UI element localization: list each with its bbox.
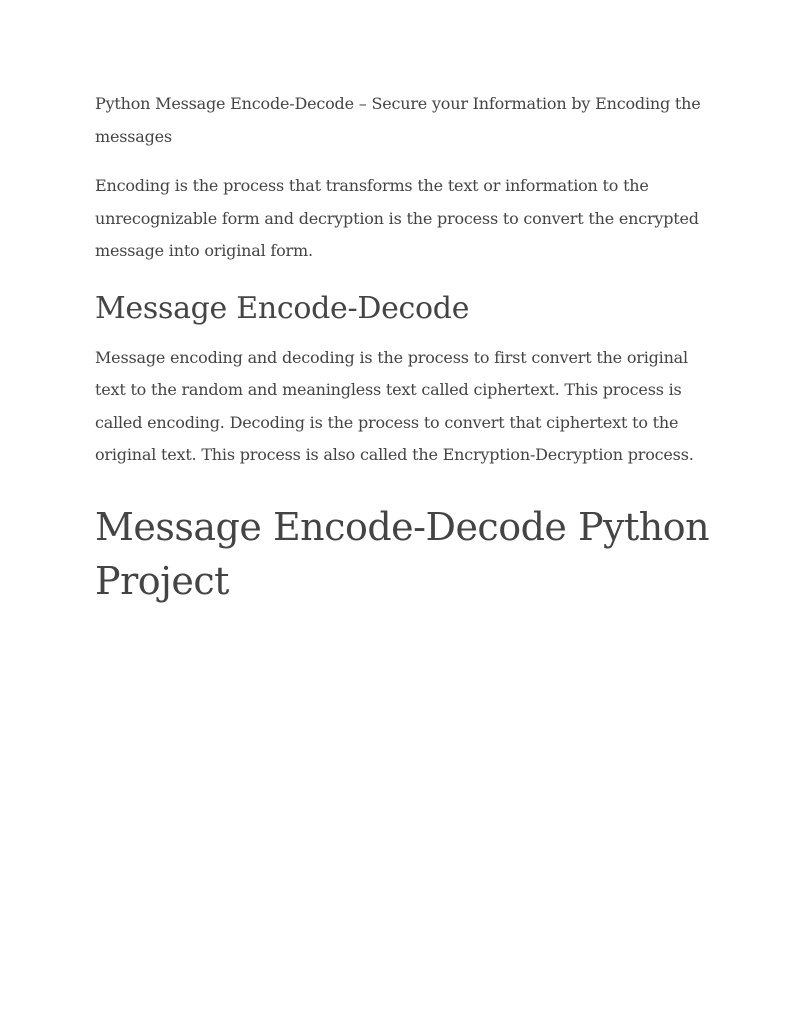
intro-paragraph: Encoding is the process that transforms the text or information to the unrecognizable form and decryption is the process to convert the encrypted message into original form.: [95, 176, 699, 260]
section-heading: Message Encode-Decode: [95, 290, 470, 326]
project-heading: Message Encode-Decode Python Project: [95, 504, 710, 603]
section-paragraph: Message encoding and decoding is the process to first convert the original text to the random and meaningless text called ciphertext. This process is called encoding. Decoding is the process to convert that ciphertext to the original text. This process is also called the Encryption-Decryption process.: [95, 347, 694, 464]
document-page: [95, 88, 715, 608]
intro-title: Python Message Encode-Decode – Secure your Information by Encoding the messages: [95, 94, 701, 146]
